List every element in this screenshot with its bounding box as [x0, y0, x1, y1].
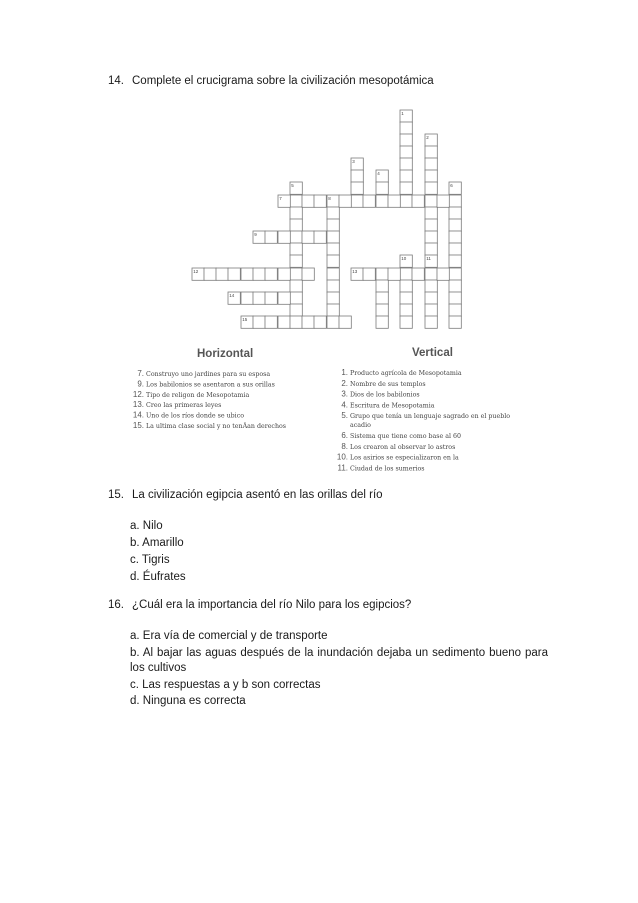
clue-text: Dios de los babilonios — [350, 391, 420, 399]
crossword-cell[interactable] — [449, 304, 461, 316]
cell-number: 5 — [291, 183, 294, 188]
cell-number: 1 — [401, 111, 404, 116]
option-b: b. Amarillo — [130, 537, 184, 549]
crossword-cell[interactable] — [339, 316, 351, 328]
crossword-cell[interactable] — [327, 231, 339, 243]
crossword-cell[interactable] — [425, 219, 437, 231]
crossword-cell[interactable] — [363, 268, 375, 280]
question-number: 15. — [108, 489, 124, 501]
crossword-cell[interactable] — [400, 280, 412, 292]
clue-text: Grupo que tenía un lenguaje sagrado en el pueblo — [350, 413, 511, 421]
clue-text: Tipo de religon de Mesopotamia — [146, 391, 250, 399]
clue-number: 11. — [337, 463, 348, 473]
question-number: 16. — [108, 599, 124, 611]
crossword-cell[interactable] — [376, 280, 388, 292]
crossword-cell[interactable] — [327, 268, 339, 280]
crossword-cell[interactable] — [425, 316, 437, 328]
clue-text: La ultima clase social y no tenÃan derechos — [146, 423, 287, 430]
crossword-cell[interactable] — [400, 134, 412, 146]
clue-number: 1. — [341, 368, 348, 377]
crossword-cell[interactable] — [253, 316, 265, 328]
option-a: a. Nilo — [130, 520, 163, 532]
crossword-cell[interactable] — [241, 292, 253, 304]
crossword-cell[interactable] — [327, 292, 339, 304]
crossword-cell[interactable] — [302, 268, 314, 280]
crossword-cell[interactable] — [253, 268, 265, 280]
crossword-cell-numbers — [193, 111, 453, 322]
crossword-cell[interactable] — [376, 316, 388, 328]
crossword-cell[interactable] — [388, 195, 400, 207]
clue-text: Creo las primeras leyes — [146, 402, 222, 410]
crossword-cell[interactable] — [449, 195, 461, 207]
clue-number: 5. — [341, 411, 348, 421]
question-16 — [108, 598, 411, 613]
option-b: b. Al bajar las aguas después de la inundación dejaba un sedimento bueno para los cultivos — [130, 647, 548, 674]
crossword-cell[interactable] — [314, 316, 326, 328]
crossword-cell[interactable] — [388, 268, 400, 280]
clue-number: 8. — [341, 441, 348, 451]
option-c: c. Tigris — [130, 554, 170, 566]
crossword-cell[interactable] — [290, 207, 302, 219]
crossword-cell[interactable] — [449, 280, 461, 292]
crossword-cell[interactable] — [278, 316, 290, 328]
clue-text: Los babilonios se asentaron a sus orillas — [146, 381, 275, 389]
cell-number: 4 — [377, 171, 380, 176]
crossword-cell[interactable] — [400, 195, 412, 207]
crossword-cell[interactable] — [290, 304, 302, 316]
crossword-cell[interactable] — [425, 243, 437, 255]
crossword-cell[interactable] — [425, 146, 437, 158]
clue-number: 12. — [132, 389, 144, 399]
clue-text: Ciudad de los sumerios — [350, 465, 425, 473]
clue-number: 13. — [132, 400, 144, 410]
crossword-cell[interactable] — [265, 316, 277, 328]
crossword-cell[interactable] — [400, 122, 412, 134]
crossword-cell[interactable] — [400, 146, 412, 158]
cell-number: 7 — [279, 196, 282, 201]
question-text: ¿Cuál era la importancia del río Nilo para los egipcios? — [132, 599, 412, 611]
vertical-clues — [337, 368, 510, 472]
crossword-cell[interactable] — [290, 219, 302, 231]
cell-number: 6 — [450, 183, 453, 188]
crossword-cell[interactable] — [425, 158, 437, 170]
crossword-cell[interactable] — [327, 316, 339, 328]
question-text: La civilización egipcia asentó en las orillas del río — [132, 489, 383, 501]
horizontal-clues — [133, 369, 286, 430]
option-d: d. Ninguna es correcta — [130, 695, 246, 707]
option-c: c. Las respuestas a y b son correctas — [130, 679, 321, 691]
crossword-cell[interactable] — [314, 231, 326, 243]
crossword-cell[interactable] — [412, 195, 424, 207]
option-d: d. Éufrates — [130, 571, 186, 583]
crossword-cell[interactable] — [327, 304, 339, 316]
crossword-cell[interactable] — [412, 268, 424, 280]
crossword-cell[interactable] — [290, 231, 302, 243]
crossword-cell[interactable] — [290, 292, 302, 304]
crossword-cell[interactable] — [400, 170, 412, 182]
crossword-cell[interactable] — [449, 292, 461, 304]
clue-number: 3. — [341, 389, 348, 399]
cell-number: 9 — [254, 232, 257, 237]
crossword-cell[interactable] — [376, 268, 388, 280]
clue-number: 14. — [132, 410, 144, 420]
crossword-cell[interactable] — [400, 316, 412, 328]
crossword-cell[interactable] — [216, 268, 228, 280]
crossword-cell[interactable] — [302, 195, 314, 207]
cell-number: 12 — [193, 269, 199, 274]
crossword-cell[interactable] — [302, 231, 314, 243]
crossword-cell[interactable] — [327, 280, 339, 292]
question-15 — [108, 488, 383, 503]
clue-text: Nombre de sus templos — [350, 380, 426, 388]
cell-number: 11 — [426, 256, 431, 261]
crossword-cell[interactable] — [449, 316, 461, 328]
crossword-cell[interactable] — [327, 243, 339, 255]
clue-text: Escritura de Mesopotamia — [350, 402, 435, 410]
question-text: Complete el crucigrama sobre la civilización mesopotámica — [132, 75, 434, 87]
cell-number: 14 — [229, 293, 235, 298]
clue-text: Construyo uno jardines para su esposa — [146, 371, 271, 378]
clue-text: Uno de los ríos donde se ubico — [146, 412, 245, 420]
question-number: 14. — [108, 75, 124, 87]
crossword-cell[interactable] — [400, 158, 412, 170]
crossword-cell[interactable] — [363, 195, 375, 207]
crossword-cell[interactable] — [302, 316, 314, 328]
crossword-cell[interactable] — [425, 268, 437, 280]
clue-number: 2. — [341, 378, 348, 388]
clue-text: Sistema que tiene como base al 60 — [350, 433, 462, 440]
crossword-cell[interactable] — [265, 292, 277, 304]
crossword-cell[interactable] — [265, 268, 277, 280]
cell-number: 13 — [352, 269, 358, 274]
horizontal-clues-title: Horizontal — [197, 348, 254, 360]
crossword-cell[interactable] — [437, 268, 449, 280]
crossword-cell[interactable] — [376, 304, 388, 316]
crossword-cell[interactable] — [425, 170, 437, 182]
crossword-cell[interactable] — [351, 195, 363, 207]
crossword-cell[interactable] — [290, 316, 302, 328]
crossword-cell[interactable] — [449, 255, 461, 267]
option-a: a. Era vía de comercial y de transporte — [130, 630, 328, 642]
vertical-clues-title: Vertical — [412, 347, 453, 359]
crossword-cell[interactable] — [228, 268, 240, 280]
clue-text: Producto agrícola de Mesopotamia — [350, 370, 462, 377]
crossword-cell[interactable] — [425, 292, 437, 304]
crossword-cell[interactable] — [253, 292, 265, 304]
crossword-cell[interactable] — [314, 195, 326, 207]
clue-number: 4. — [341, 400, 348, 410]
crossword-cell[interactable] — [449, 219, 461, 231]
crossword-cell[interactable] — [290, 195, 302, 207]
crossword-cell[interactable] — [278, 268, 290, 280]
clue-number: 9. — [137, 379, 144, 389]
crossword-cell[interactable] — [241, 268, 253, 280]
crossword-cell[interactable] — [376, 292, 388, 304]
crossword-cell[interactable] — [449, 207, 461, 219]
crossword-cell[interactable] — [327, 207, 339, 219]
cell-number: 3 — [352, 159, 355, 164]
clue-number: 15. — [132, 421, 144, 430]
crossword-cell[interactable] — [339, 195, 351, 207]
clue-text-continued: acadio — [350, 422, 371, 430]
crossword-cell[interactable] — [425, 182, 437, 194]
crossword-cell[interactable] — [351, 182, 363, 194]
crossword-cell[interactable] — [400, 268, 412, 280]
crossword-cell[interactable] — [449, 243, 461, 255]
crossword-cell[interactable] — [449, 268, 461, 280]
clue-text: Los crearon al observar lo astros — [350, 443, 456, 451]
crossword-cell[interactable] — [327, 255, 339, 267]
crossword-cell[interactable] — [425, 280, 437, 292]
crossword-cell[interactable] — [290, 268, 302, 280]
crossword-cell[interactable] — [425, 195, 437, 207]
crossword-cell[interactable] — [437, 195, 449, 207]
crossword-cell[interactable] — [425, 207, 437, 219]
crossword-cell[interactable] — [265, 231, 277, 243]
crossword-cell[interactable] — [449, 231, 461, 243]
crossword-cell[interactable] — [278, 292, 290, 304]
crossword-cell[interactable] — [400, 304, 412, 316]
crossword-cell[interactable] — [376, 195, 388, 207]
clue-number: 7. — [137, 369, 144, 378]
cell-number: 10 — [401, 256, 407, 261]
clue-number: 6. — [341, 431, 348, 440]
cell-number: 8 — [328, 196, 331, 201]
crossword-cell[interactable] — [290, 280, 302, 292]
crossword-cell[interactable] — [376, 182, 388, 194]
crossword-cell[interactable] — [204, 268, 216, 280]
crossword-cell[interactable] — [425, 231, 437, 243]
cell-number: 15 — [242, 317, 248, 322]
crossword-cell[interactable] — [400, 292, 412, 304]
crossword-cell[interactable] — [290, 255, 302, 267]
crossword-cell[interactable] — [425, 304, 437, 316]
clue-text: Los asirios se especializaron en la — [350, 454, 459, 462]
crossword-cell[interactable] — [278, 231, 290, 243]
clue-number: 10. — [336, 452, 348, 462]
crossword-cell[interactable] — [290, 243, 302, 255]
crossword-cell[interactable] — [327, 219, 339, 231]
crossword-cell[interactable] — [351, 170, 363, 182]
cell-number: 2 — [426, 135, 429, 140]
crossword-cell[interactable] — [400, 182, 412, 194]
